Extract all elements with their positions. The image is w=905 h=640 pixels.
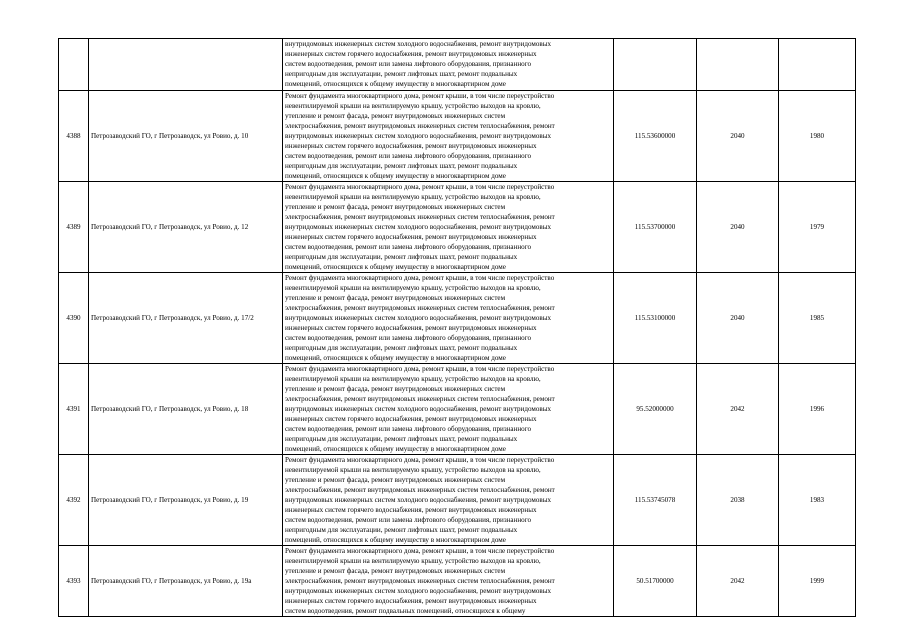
works-line: инженерных систем горячего водоснабжения, ремонт внутридомовых инженерных <box>285 142 537 150</box>
works-line: электроснабжения, ремонт внутридомовых инженерных систем теплоснабжения, ремонт <box>285 304 555 312</box>
works-line: непригодным для эксплуатации, ремонт лифтовых шахт, ремонт подвальных <box>285 344 518 352</box>
works-line: помещений, относящихся к общему имуществу в многоквартирном доме <box>285 172 506 180</box>
works-line: систем водоотведения, ремонт или замена лифтового оборудования, признанного <box>285 425 532 433</box>
year-plan-cell <box>697 39 779 91</box>
works-line: электроснабжения, ремонт внутридомовых инженерных систем теплоснабжения, ремонт <box>285 486 555 494</box>
works-line: внутридомовых инженерных систем холодного водоснабжения, ремонт внутридомовых <box>285 40 552 48</box>
table-row <box>59 182 856 273</box>
cost-cell: 115.53700000 <box>614 182 697 273</box>
cost-cell: 95.52000000 <box>614 364 697 455</box>
address-cell: Петрозаводский ГО, г Петрозаводск, ул Ровио, д. 18 <box>89 364 283 455</box>
works-line: утепление и ремонт фасада, ремонт внутридомовых инженерных систем <box>285 567 506 575</box>
works-line: внутридомовых инженерных систем холодного водоснабжения, ремонт внутридомовых <box>285 223 552 231</box>
works-line: электроснабжения, ремонт внутридомовых инженерных систем теплоснабжения, ремонт <box>285 213 555 221</box>
works-cell <box>283 455 614 546</box>
cost-cell: 50.51700000 <box>614 546 697 617</box>
table-row <box>59 546 856 617</box>
works-line: электроснабжения, ремонт внутридомовых инженерных систем теплоснабжения, ремонт <box>285 122 555 130</box>
works-cell <box>283 91 614 182</box>
year-plan-cell: 2042 <box>697 364 779 455</box>
works-cell <box>283 364 614 455</box>
works-line: утепление и ремонт фасада, ремонт внутридомовых инженерных систем <box>285 476 506 484</box>
year-plan-cell: 2038 <box>697 455 779 546</box>
table-row <box>59 273 856 364</box>
num-cell <box>59 39 89 91</box>
works-line: невентилируемой крыши на вентилируемую крышу, устройство выходов на кровлю, <box>285 466 541 474</box>
works-line: систем водоотведения, ремонт или замена лифтового оборудования, признанного <box>285 516 532 524</box>
row-number: 4390 <box>59 273 89 364</box>
works-line: утепление и ремонт фасада, ремонт внутридомовых инженерных систем <box>285 294 506 302</box>
year-built-cell: 1996 <box>779 364 856 455</box>
year-built-cell: 1980 <box>779 91 856 182</box>
works-line: электроснабжения, ремонт внутридомовых инженерных систем теплоснабжения, ремонт <box>285 395 555 403</box>
works-line: систем водоотведения, ремонт или замена лифтового оборудования, признанного <box>285 243 532 251</box>
works-line: систем водоотведения, ремонт или замена лифтового оборудования, признанного <box>285 152 532 160</box>
cost-cell: 115.53600000 <box>614 91 697 182</box>
year-plan-cell: 2040 <box>697 273 779 364</box>
works-line: помещений, относящихся к общему имуществу в многоквартирном доме <box>285 445 506 453</box>
address-cell <box>89 39 283 91</box>
cost-cell: 115.53745078 <box>614 455 697 546</box>
works-line: внутридомовых инженерных систем холодного водоснабжения, ремонт внутридомовых <box>285 132 552 140</box>
works-line: непригодным для эксплуатации, ремонт лифтовых шахт, ремонт подвальных <box>285 162 518 170</box>
works-line: непригодным для эксплуатации, ремонт лифтовых шахт, ремонт подвальных <box>285 70 518 78</box>
works-line: Ремонт фундамента многоквартирного дома, ремонт крыши, в том числе переустройство <box>285 365 555 373</box>
cost-cell <box>614 39 697 91</box>
year-built-cell: 1979 <box>779 182 856 273</box>
works-line: систем водоотведения, ремонт подвальных помещений, относящихся к общему <box>285 607 526 615</box>
works-line: утепление и ремонт фасада, ремонт внутридомовых инженерных систем <box>285 112 506 120</box>
year-plan-cell: 2042 <box>697 546 779 617</box>
works-line: помещений, относящихся к общему имуществу в многоквартирном доме <box>285 354 506 362</box>
works-line: непригодным для эксплуатации, ремонт лифтовых шахт, ремонт подвальных <box>285 435 518 443</box>
works-cell <box>283 182 614 273</box>
works-cell <box>283 273 614 364</box>
works-line: внутридомовых инженерных систем холодного водоснабжения, ремонт внутридомовых <box>285 496 552 504</box>
table-row-continued <box>59 39 856 91</box>
works-line: Ремонт фундамента многоквартирного дома, ремонт крыши, в том числе переустройство <box>285 274 555 282</box>
works-line: непригодным для эксплуатации, ремонт лифтовых шахт, ремонт подвальных <box>285 253 518 261</box>
works-line: помещений, относящихся к общему имуществу в многоквартирном доме <box>285 263 506 271</box>
register-table-body <box>59 39 856 617</box>
year-built-cell: 1983 <box>779 455 856 546</box>
works-line: утепление и ремонт фасада, ремонт внутридомовых инженерных систем <box>285 203 506 211</box>
works-line: Ремонт фундамента многоквартирного дома, ремонт крыши, в том числе переустройство <box>285 92 555 100</box>
address-cell: Петрозаводский ГО, г Петрозаводск, ул Ровио, д. 12 <box>89 182 283 273</box>
works-line: систем водоотведения, ремонт или замена лифтового оборудования, признанного <box>285 60 532 68</box>
works-line: невентилируемой крыши на вентилируемую крышу, устройство выходов на кровлю, <box>285 284 541 292</box>
address-cell: Петрозаводский ГО, г Петрозаводск, ул Ровио, д. 10 <box>89 91 283 182</box>
works-cell <box>283 546 614 617</box>
works-line: помещений, относящихся к общему имуществу в многоквартирном доме <box>285 80 506 88</box>
year-plan-cell: 2040 <box>697 91 779 182</box>
cost-cell: 115.53100000 <box>614 273 697 364</box>
year-built-cell: 1999 <box>779 546 856 617</box>
works-line: систем водоотведения, ремонт или замена лифтового оборудования, признанного <box>285 334 532 342</box>
works-line: Ремонт фундамента многоквартирного дома, ремонт крыши, в том числе переустройство <box>285 547 555 555</box>
row-number: 4392 <box>59 455 89 546</box>
works-line: невентилируемой крыши на вентилируемую крышу, устройство выходов на кровлю, <box>285 193 541 201</box>
works-line: электроснабжения, ремонт внутридомовых инженерных систем теплоснабжения, ремонт <box>285 577 555 585</box>
works-line: инженерных систем горячего водоснабжения, ремонт внутридомовых инженерных <box>285 506 537 514</box>
works-line: помещений, относящихся к общему имуществу в многоквартирном доме <box>285 536 506 544</box>
works-line: внутридомовых инженерных систем холодного водоснабжения, ремонт внутридомовых <box>285 405 552 413</box>
works-line: инженерных систем горячего водоснабжения, ремонт внутридомовых инженерных <box>285 324 537 332</box>
table-row <box>59 364 856 455</box>
works-line: непригодным для эксплуатации, ремонт лифтовых шахт, ремонт подвальных <box>285 526 518 534</box>
works-line: невентилируемой крыши на вентилируемую крышу, устройство выходов на кровлю, <box>285 375 541 383</box>
table-row <box>59 91 856 182</box>
works-line: Ремонт фундамента многоквартирного дома, ремонт крыши, в том числе переустройство <box>285 183 555 191</box>
table-row <box>59 455 856 546</box>
year-built-cell <box>779 39 856 91</box>
address-cell: Петрозаводский ГО, г Петрозаводск, ул Ровио, д. 19 <box>89 455 283 546</box>
address-cell: Петрозаводский ГО, г Петрозаводск, ул Ровио, д. 19а <box>89 546 283 617</box>
works-line: утепление и ремонт фасада, ремонт внутридомовых инженерных систем <box>285 385 506 393</box>
works-line: Ремонт фундамента многоквартирного дома, ремонт крыши, в том числе переустройство <box>285 456 555 464</box>
works-line: инженерных систем горячего водоснабжения, ремонт внутридомовых инженерных <box>285 233 537 241</box>
register-table <box>58 38 856 617</box>
works-line: невентилируемой крыши на вентилируемую крышу, устройство выходов на кровлю, <box>285 102 541 110</box>
works-line: инженерных систем горячего водоснабжения, ремонт внутридомовых инженерных <box>285 597 537 605</box>
works-line: невентилируемой крыши на вентилируемую крышу, устройство выходов на кровлю, <box>285 557 541 565</box>
address-cell: Петрозаводский ГО, г Петрозаводск, ул Ровио, д. 17/2 <box>89 273 283 364</box>
works-line: внутридомовых инженерных систем холодного водоснабжения, ремонт внутридомовых <box>285 314 552 322</box>
works-line: инженерных систем горячего водоснабжения, ремонт внутридомовых инженерных <box>285 50 537 58</box>
row-number: 4391 <box>59 364 89 455</box>
row-number: 4389 <box>59 182 89 273</box>
row-number: 4393 <box>59 546 89 617</box>
works-cell <box>283 39 614 91</box>
works-line: инженерных систем горячего водоснабжения, ремонт внутридомовых инженерных <box>285 415 537 423</box>
year-built-cell: 1985 <box>779 273 856 364</box>
works-line: внутридомовых инженерных систем холодного водоснабжения, ремонт внутридомовых <box>285 587 552 595</box>
row-number: 4388 <box>59 91 89 182</box>
year-plan-cell: 2040 <box>697 182 779 273</box>
